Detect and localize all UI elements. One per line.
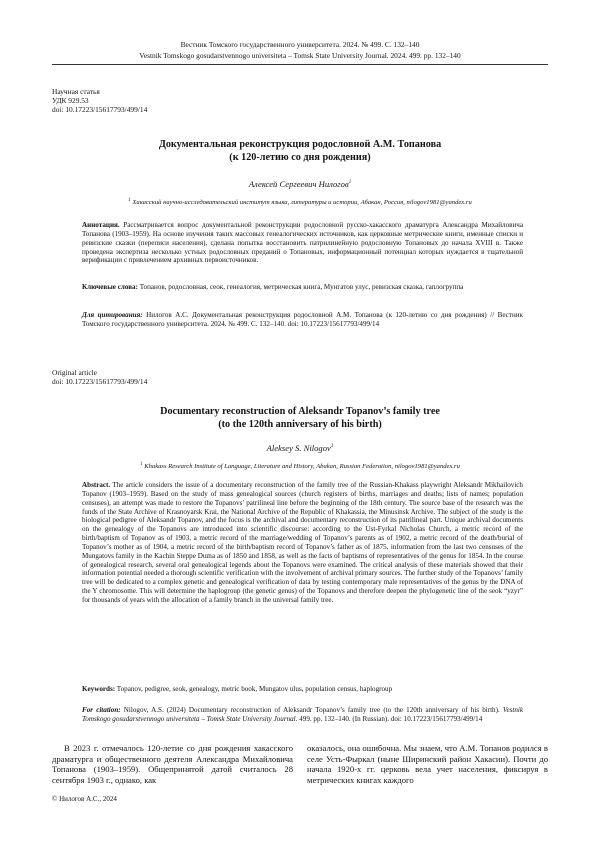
citation-ru-label: Для цитирования: [82,311,143,319]
keywords-en-text: Topanov, pedigree, seok, genealogy, metric book, Mungatov ulus, population census, haplogroup [116,685,393,693]
citation-en-tail: 499. pp. 132–140. (In Russian). doi: 10.17223/15617793/499/14 [299,714,483,723]
udc-code: УДК 929.53 [52,96,89,105]
abstract-ru-text: Рассматривается вопрос документальной реконструкции родословной русско-хакасского драматурга Александра Михайловича Топанова (1903–1959). На основе изучения таких массовых генеалогических источников, как церковные метрические книги, именные списки и ревизские сказки (переписи населения), сделана попытка восстановить патрилинейную родословную Топановых до начала XVIII в. Также проведена экспертиза несколько устных родословных преданий о Топановых, информационный потенциал которых нуждается в тщательной верификации с привлечением архивных первоисточников. [82,221,523,265]
citation-en-text: Nilogov, A.S. (2024) Documentary reconstruction of Aleksandr Topanov’s family tree (to the 120th anniversary of his birth). [123,706,500,714]
keywords-ru-label: Ключевые слова: [82,283,138,291]
abstract-en-text: The article considers the issue of a documentary reconstruction of the family tree of the Russian-Khakass playwright Aleksandr Mikhailovich Topanov (1903–1959). Based on the study of mass genealogical sources (church registers of births, marriages and deaths; lists of names; population censuses), an attempt was made to restore the Topanovs’ patrilineal line before the beginning of the 18th century. The source base of the research was the funds of the State Archive of Krasnoyarsk Krai, the National Archive of the Republic of Khakassia, the Minusinsk Archive. The subject of the study is the biological pedigree of Aleksandr Topanov, and the focus is the archival and documentary reconstruction of its patrilineal part. Unique archival documents on the genealogy of the Topanovs are introduced into scientific discourse: according to the Ust-Fyrkal Nicholas Church, a metric record of the birth/baptism of Topanov as of 1903, a metric record of the marriage/wedding of Topanov’s parents as of 1902, a metric record of the death/burial of Topanov’s mother as of 1904, a metric record of the birth/baptism record of Topanov’s father as of 1875, information from the last two censuses of the Mungatovs family in the Kachin Steppe Duma as of 1850 and 1858, as well as the facts of baptisms of representatives of the genus for 1854. In the course of genealogical research, several oral genealogical legends about the Topanovs were examined. The critical analysis of these materials showed that their information potential needed a thorough scientific verification with the involvement of archival primary sources. The further study of the Topanovs’ family tree will be dedicated to a complex genetic and genealogical verification of data by testing contemporary male representatives of the genus by the DNA of the Y chromosome. This will determine the haplogroup (the genetic genus) of the Topanovs and therefore deepen the phylogenetic line of the seok “yzyr” for thousands of years with the allocation of a family branch in the universal family tree. [82,481,523,604]
author-ru-sup: 1 [348,180,352,186]
author-en [52,443,548,454]
affiliation-en-sup: 1 [140,461,143,467]
article-type-en: Original article [52,368,97,377]
affiliation-en-text: Khakass Research Institute of Language, Literature and History, Abakan, Russian Federation, nilogov1981@yandex.ru [144,463,460,470]
doi-ru: doi: 10.17223/15617793/499/14 [52,105,148,114]
running-header-ru: Вестник Томского государственного университета. 2024. № 499. С. 132–140 [180,40,420,49]
abstract-ru [82,221,523,265]
author-ru-name: Алексей Сергеевич Нилогов [248,179,349,189]
keywords-ru-text: Топанов, родословная, сеок, генеалогия, метрическая книга, Мунгатов улус, ревизская сказка, гаплогруппа [139,283,464,291]
title-en-line1: Documentary reconstruction of Aleksandr Topanov’s family tree [160,406,440,417]
body-column-right: оказалось, она ошибочна. Мы знаем, что А.М. Топанов родился в селе Усть-Фыркал (ныне Ширинский район Хакасии). Почти до начала 1920-х гг. церковь вела учет населения, фиксируя в метрических книгах каждого [307,743,548,785]
body-column-left: В 2023 г. отмечалось 120-летие со дня рождения хакасского драматурга и общественного деятеля Александра Михайловича Топанова (1903–1959). Общепринятой датой считалось 28 сентября 1903 г., однако, как [52,743,293,785]
running-header-en: Vestnik Tomskogo gosudarstvennogo universiteta – Tomsk State University Journal. 2024. 499. pp. 132–140 [139,51,461,60]
citation-ru-text: Нилогов А.С. Документальная реконструкция родословной А.М. Топанова (к 120-летию со дня рождения) // Вестник Томского государственного университета. 2024. № 499. С. 132–140. doi: 10.17223/15617793/499/14 [82,311,523,328]
copyright-notice: © Нилогов А.С., 2024 [52,795,117,803]
citation-en-journal: Vestnik Tomskogo gosudarstvennogo universiteta – Tomsk State University Journal. [82,706,523,723]
author-en-name: Aleksey S. Nilogov [266,443,331,453]
abstract-en-label: Abstract. [82,481,111,489]
keywords-ru [82,283,523,292]
header-rule [52,64,548,65]
affiliation-ru-text: Хакасский научно-исследовательский институт языка, литературы и истории, Абакан, Россия, nilogov1981@yandex.ru [132,199,472,206]
author-en-sup: 1 [330,444,334,450]
author-ru [52,179,548,190]
citation-en-label: For citation: [82,706,121,714]
keywords-en [82,685,523,694]
affiliation-en [52,462,548,471]
doi-en: doi: 10.17223/15617793/499/14 [52,377,148,386]
abstract-ru-label: Аннотация. [82,221,120,229]
title-ru-line1: Документальная реконструкция родословной А.М. Топанова [158,139,442,150]
affiliation-ru [52,198,548,207]
article-type-ru: Научная статья [52,87,100,96]
citation-en [82,706,523,724]
title-en-line2: (to the 120th anniversary of his birth) [218,419,382,430]
keywords-en-label: Keywords: [82,685,116,693]
title-ru-line2: (к 120-летию со дня рождения) [229,152,371,163]
abstract-en [82,481,523,605]
affiliation-ru-sup: 1 [128,197,131,203]
citation-ru [82,311,523,329]
